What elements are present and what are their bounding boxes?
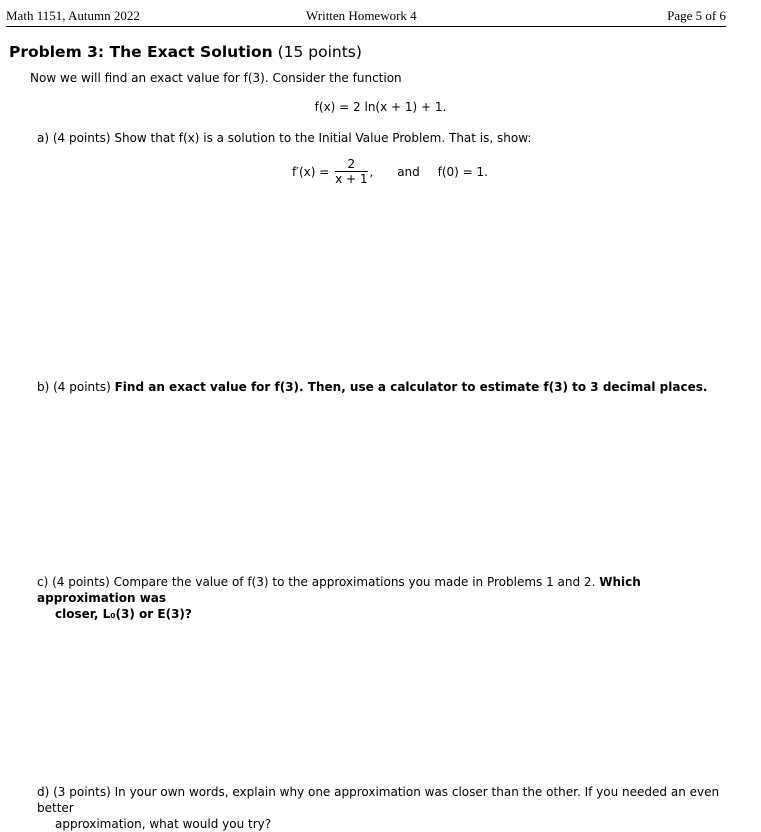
ivp-derivative-lhs: f′(x) = [292, 164, 330, 179]
part-a [37, 130, 531, 146]
problem-title-bold: Problem 3: The Exact Solution [9, 43, 273, 61]
function-definition: f(x) = 2 ln(x + 1) + 1. [314, 100, 447, 114]
part-d-text-2: approximation, what would you try? [55, 817, 272, 831]
part-c-bold-2: closer, L₀(3) or E(3)? [55, 607, 192, 621]
ivp-and: and [397, 164, 420, 179]
ivp-denominator: x + 1 [335, 172, 368, 186]
ivp-initial-condition: f(0) = 1. [437, 164, 488, 179]
part-c-text: Compare the value of f(3) to the approximations you made in Problems 1 and 2. [113, 575, 596, 589]
assignment-title: Written Homework 4 [306, 8, 417, 23]
part-c [37, 574, 727, 622]
course-label: Math 1151, Autumn 2022 [6, 8, 140, 23]
problem-title [9, 43, 362, 61]
ivp-equation [292, 157, 488, 186]
part-d-text-1: In your own words, explain why one approximation was closer than the other. If you needed an even better [37, 785, 720, 815]
problem-intro: Now we will find an exact value for f(3). Consider the function [30, 71, 402, 85]
ivp-fraction [335, 157, 367, 186]
part-a-label: a) (4 points) [37, 131, 111, 145]
part-b-text: Find an exact value for f(3). Then, use a calculator to estimate f(3) to 3 decimal places. [114, 380, 708, 394]
part-b-label: b) (4 points) [37, 380, 111, 394]
ivp-numerator: 2 [335, 157, 367, 172]
problem-points: (15 points) [277, 43, 362, 61]
part-d [37, 784, 727, 832]
part-d-label: d) (3 points) [37, 785, 111, 799]
part-b [37, 379, 707, 395]
part-c-bold-1: Which approximation was [37, 575, 641, 605]
page-number: Page 5 of 6 [667, 8, 726, 23]
page-header [6, 8, 726, 27]
part-a-text: Show that f(x) is a solution to the Initial Value Problem. That is, show: [114, 131, 532, 145]
ivp-comma: , [369, 164, 374, 179]
part-c-label: c) (4 points) [37, 575, 110, 589]
